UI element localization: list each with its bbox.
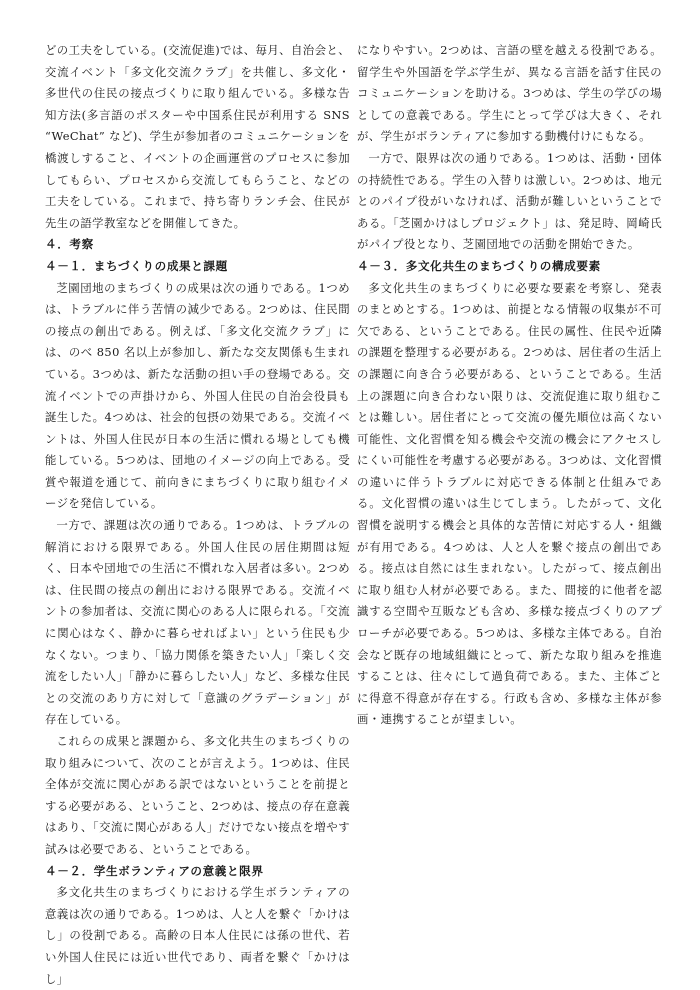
paragraph: 一方で、限界は次の通りである。1つめは、活動・団体の持続性である。学生の入替りは激しい。2つめは、地元とのパイプ役がいなければ、活動が難しいということである。「芝園かけはしプロジェクト」は、発足時、岡崎氏がパイプ役となり、芝園団地での活動を開始できた。 bbox=[357, 150, 662, 252]
paragraph: 多文化共生のまちづくりに必要な要素を考察し、発表のまとめとする。1つめは、前提となる情報の収集が不可欠である、ということである。住民の属性、住民や近隣の課題を整理する必要がある。2つめは、居住者の生活上の課題に向き合う必要がある、ということである。生活上の課題に向き合わない限りは、交流促進に取り組むことは難しい。居住者にとって交流の優先順位は高くない可能性、文化習慣を知る機会や交流の機会にアクセスしにくい可能性を考慮する必要がある。3つめは、文化習慣の違いに伴うトラブルに対応できる体制と仕組みである。文化習慣の違いは生じてしまう。したがって、文化習慣を説明する機会と具体的な苦情に対応する人・組織が有用である。4つめは、人と人を繋ぐ接点の創出である。接点は自然には生まれない。したがって、接点創出に取り組む人材が必要である。また、間接的に他者を認識する空間や互販なども含め、多様な接点づくりのアプローチが必要である。5つめは、多様な主体である。自治会など既存の地域組織にとって、新たな取り組みを推進することは、往々にして過負荷である。また、主体ごとに得意不得意が存在する。行政も含め、多様な主体が参画・連携することが望ましい。 bbox=[357, 280, 662, 727]
left-column bbox=[45, 40, 350, 990]
paragraph: これらの成果と課題から、多文化共生のまちづくりの取り組みについて、次のことが言えよう。1つめは、住民全体が交流に関心がある訳ではないということを前提とする必要がある、ということ、2つめは、接点の存在意義はあり、「交流に関心がある人」だけでない接点を増やす試みは必要である、ということである。 bbox=[45, 734, 350, 856]
section-heading-4-2: ４－２．学生ボランティアの意義と限界 bbox=[45, 863, 264, 878]
paragraph: 多文化共生のまちづくりにおける学生ボランティアの意義は次の通りである。1つめは、人と人を繋ぐ「かけはし」の役割である。高齢の日本人住民には孫の世代、若い外国人住民には近い世代であり、両者を繋ぐ「かけはし」 bbox=[45, 885, 350, 986]
section-heading-4: ４．考察 bbox=[45, 237, 94, 252]
section-heading-4-3: ４－３．多文化共生のまちづくりの構成要素 bbox=[357, 258, 601, 273]
section-heading-4-1: ４－１．まちづくりの成果と課題 bbox=[45, 258, 228, 273]
right-column bbox=[357, 40, 662, 731]
paragraph: 芝園団地のまちづくりの成果は次の通りである。1つめは、トラブルに伴う苦情の減少である。2つめは、住民間の接点の創出である。例えば、「多文化交流クラブ」には、のべ 850 名以上が参加し、新たな交友関係も生まれている。3つめは、新たな活動の担い手の登場である。交流イベントでの声掛けから、外国人住民の自治会役員も誕生した。4つめは、社会的包摂の効果である。交流イベントは、外国人住民が日本の生活に慣れる場としても機能している。5つめは、団地のイメージの向上である。受賞や報道を通じて、前向きにまちづくりに取り組むイメージを発信している。 bbox=[45, 280, 350, 511]
paragraph: になりやすい。2つめは、言語の壁を越える役割である。留学生や外国語を学ぶ学生が、異なる言語を話す住民のコミュニケーションを助ける。3つめは、学生の学びの場としての意義である。学生にとって学びは大きく、それが、学生がボランティアに参加する動機付けにもなる。 bbox=[357, 43, 662, 144]
paragraph: どの工夫をしている。(交流促進)では、毎月、自治会と、交流イベント「多文化交流クラブ」を共催し、多文化・多世代の住民の接点づくりに取り組んでいる。多様な告知方法(多言語のポスターや中国系住民が利用する SNS “WeChat” など)、学生が参加者のコミュニケーションを橋渡しすること、イベントの企画運営のプロセスに参加してもらい、プロセスから交流してもらうこと、などの工夫をしている。これまで、持ち寄りランチ会、住民が先生の語学教室などを開催してきた。 bbox=[45, 43, 350, 230]
paragraph: 一方で、課題は次の通りである。1つめは、トラブルの解消における限界である。外国人住民の居住期間は短く、日本や団地での生活に不慣れな入居者は多い。2つめは、住民間の接点の創出における限界である。交流イベントの参加者は、交流に関心のある人に限られる。「交流に関心はなく、静かに暮らせればよい」という住民も少なくない。つまり、「協力関係を築きたい人」「楽しく交流をしたい人」「静かに暮らしたい人」など、多様な住民との交流のあり方に対して「意識のグラデーション」が存在している。 bbox=[45, 518, 350, 727]
